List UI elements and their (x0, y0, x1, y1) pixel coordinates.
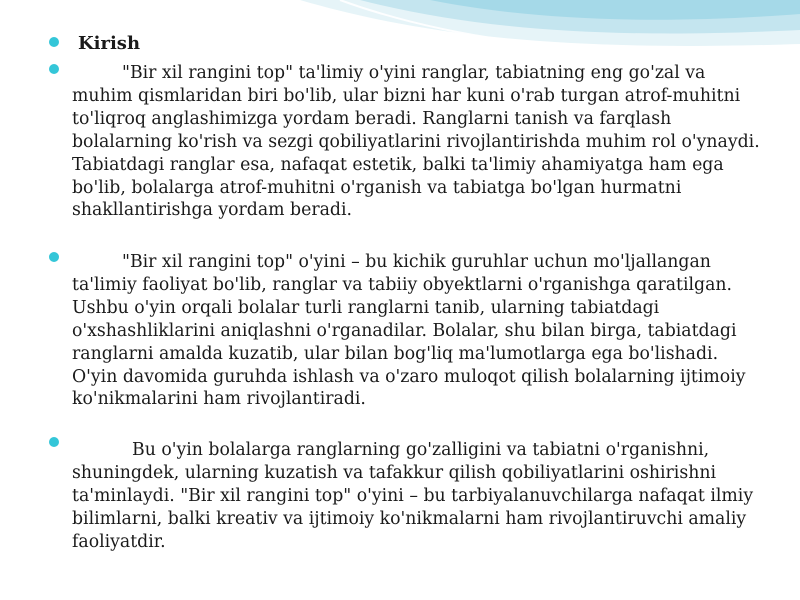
paragraph-1 (72, 62, 762, 222)
bullet-icon (49, 37, 59, 47)
paragraph-2-text: "Bir xil rangini top" o'yini – bu kichik guruhlar uchun mo'ljallangan ta'limiy faoliyat bo'lib, ranglar va tabiiy obyektlarni o'rganishga qaratilgan. Ushbu o'yin orqali bolalar turli ranglarni tanib, ularning tabiatdagi o'xshashliklarini aniqlashni o'rganadilar. Bolalar, shu bilan birga, tabiatdagi ranglarni amalda kuzatib, ular bilan bog'liq ma'lumotlarga ega bo'lishadi. O'yin davomida guruhda ishlash va o'zaro muloqot qilish bolalarning ijtimoiy ko'nikmalarini ham rivojlantiradi. (72, 252, 746, 410)
paragraph-1-text: "Bir xil rangini top" ta'limiy o'yini ranglar, tabiatning eng go'zal va muhim qismlaridan biri bo'lib, ular bizni har kuni o'rab turgan atrof-muhitni to'liqroq anglashimizga yordam beradi. Ranglarni tanish va farqlash bolalarning ko'rish va sezgi qobiliyatlarini rivojlantirishda muhim rol o'ynaydi. Tabiatdagi ranglar esa, nafaqat estetik, balki ta'limiy ahamiyatga ham ega bo'lib, bolalarga atrof-muhitni o'rganish va tabiatga bo'lgan hurmatni shakllantirishga yordam beradi. (72, 63, 760, 221)
bullet-icon (49, 64, 59, 74)
paragraph-2 (72, 251, 762, 411)
bullet-icon (49, 252, 59, 262)
paragraph-3 (72, 439, 762, 554)
paragraph-3-text: Bu o'yin bolalarga ranglarning go'zalligini va tabiatni o'rganishni, shuningdek, ularning kuzatish va tafakkur qilish qobiliyatlarini oshirishni ta'minlaydi. "Bir xil rangini top" o'yini – bu tarbiyalanuvchilarga nafaqat ilmiy bilimlarni, balki kreativ va ijtimoiy ko'nikmalarni ham rivojlantiruvchi amaliy faoliyatdir. (72, 440, 754, 552)
bullet-icon (49, 437, 59, 447)
heading: Kirish (78, 33, 141, 54)
